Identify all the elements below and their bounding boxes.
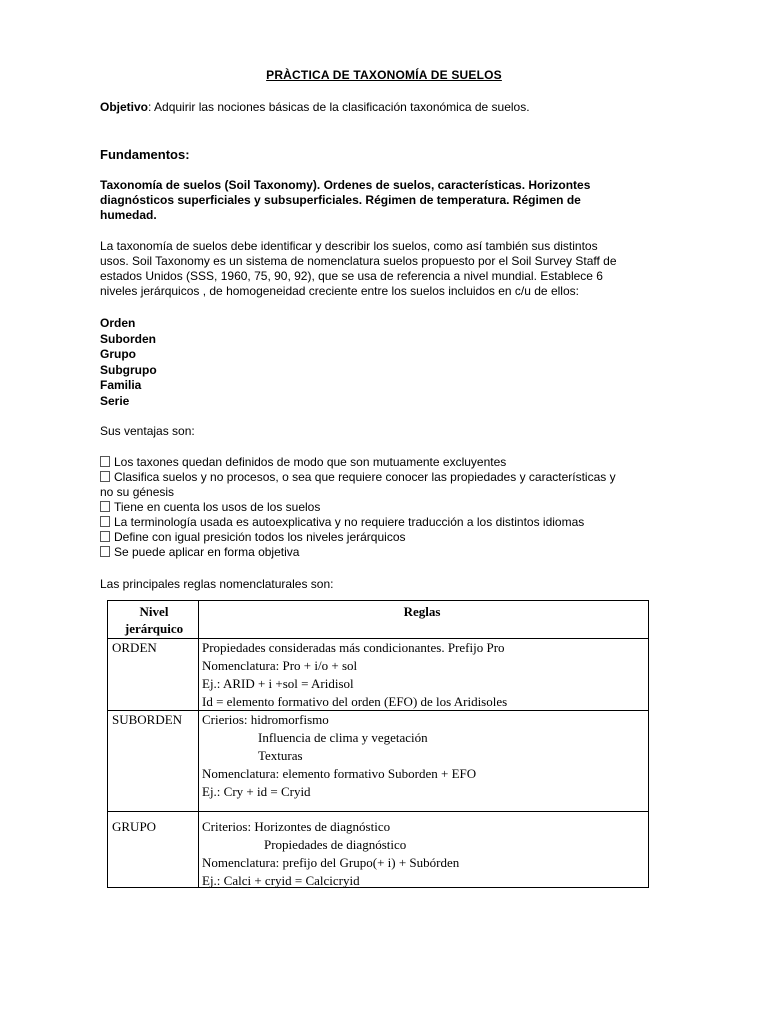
list-item — [100, 545, 665, 560]
list-item — [100, 455, 665, 470]
table-row-level: ORDEN — [112, 640, 157, 655]
objective-paragraph — [100, 100, 665, 115]
ventajas-label: Sus ventajas son: — [100, 424, 195, 438]
row-divider — [108, 811, 648, 812]
rule-line: Nomenclatura: prefijo del Grupo(+ i) + Subórden — [202, 855, 460, 870]
rule-line: Crierios: hidromorfismo — [202, 712, 329, 727]
objective-label: Objetivo — [100, 100, 149, 114]
bullet-box-icon — [100, 501, 110, 512]
column-divider — [198, 601, 199, 888]
rule-line: Id = elemento formativo del orden (EFO) de los Aridisoles — [202, 694, 508, 709]
rule-line: Nomenclatura: Pro + i/o + sol — [202, 658, 358, 673]
table-row-level: GRUPO — [112, 819, 157, 834]
level-item: Orden — [100, 316, 136, 330]
bullet-box-icon — [100, 546, 110, 557]
fundamentos-subheading — [100, 178, 665, 223]
header-nivel-line: Nivel — [139, 604, 169, 619]
list-item — [100, 530, 665, 545]
levels-list — [100, 316, 665, 409]
list-item-text: Clasifica suelos y no procesos, o sea que requiere conocer las propiedades y características y — [114, 470, 616, 484]
subheading-line: humedad. — [100, 208, 157, 222]
subheading-line: diagnósticos superficiales y subsuperficiales. Régimen de temperatura. Régimen de — [100, 193, 581, 207]
intro-line: niveles jerárquicos , de homogeneidad creciente entre los suelos incluidos en c/u de ellos: — [100, 284, 579, 298]
bullet-box-icon — [100, 516, 110, 527]
rule-line: Nomenclatura: elemento formativo Suborden + EFO — [202, 766, 477, 781]
table-row-rules — [202, 639, 642, 711]
list-item-text: Se puede aplicar en forma objetiva — [114, 545, 300, 559]
level-item: Familia — [100, 378, 142, 392]
list-item — [100, 470, 665, 485]
intro-line: estados Unidos (SSS, 1960, 75, 90, 92), que se usa de referencia a nivel mundial. Establece 6 — [100, 269, 603, 283]
rule-line: Ej.: Cry + id = Cryid — [202, 784, 311, 799]
intro-line: La taxonomía de suelos debe identificar y describir los suelos, como así también sus distintos — [100, 239, 598, 253]
rule-line: Propiedades de diagnóstico — [264, 837, 407, 852]
level-item: Serie — [100, 393, 130, 408]
rule-line: Influencia de clima y vegetación — [258, 730, 428, 745]
reglas-label: Las principales reglas nomenclaturales son: — [100, 577, 334, 591]
table-row-level: SUBORDEN — [112, 712, 183, 727]
header-nivel — [112, 603, 196, 637]
intro-line: usos. Soil Taxonomy es un sistema de nomenclatura suelos propuesto por el Soil Survey Staff de — [100, 254, 617, 268]
list-item — [100, 515, 665, 530]
rule-line: Ej.: Calci + cryid = Calcicryid — [202, 873, 360, 888]
list-item-text: La terminología usada es autoexplicativa y no requiere traducción a los distintos idiomas — [114, 515, 585, 529]
rules-table — [107, 600, 649, 888]
level-item: Suborden — [100, 331, 156, 346]
header-reglas: Reglas — [403, 604, 441, 619]
rule-line: Criterios: Horizontes de diagnóstico — [202, 819, 391, 834]
subheading-line: Taxonomía de suelos (Soil Taxonomy). Ordenes de suelos, características. Horizontes — [100, 178, 591, 192]
bullet-box-icon — [100, 456, 110, 467]
rule-line: Propiedades consideradas más condicionantes. Prefijo Pro — [202, 640, 505, 655]
rule-line: Texturas — [258, 748, 303, 763]
level-item: Subgrupo — [100, 362, 157, 377]
list-item-text: Tiene en cuenta los usos de los suelos — [114, 500, 321, 514]
table-row-rules — [202, 818, 642, 890]
page-title: PRÀCTICA DE TAXONOMÍA DE SUELOS — [266, 68, 502, 82]
list-item-continuation: no su génesis — [100, 485, 175, 499]
bullet-box-icon — [100, 471, 110, 482]
ventajas-list — [100, 455, 665, 560]
fundamentos-heading: Fundamentos: — [100, 147, 190, 162]
level-item: Grupo — [100, 347, 136, 361]
list-item — [100, 500, 665, 515]
intro-paragraph — [100, 239, 665, 299]
list-item-text: Los taxones quedan definidos de modo que son mutuamente excluyentes — [114, 455, 507, 469]
bullet-box-icon — [100, 531, 110, 542]
header-nivel-line: jerárquico — [124, 621, 184, 636]
objective-text: : Adquirir las nociones básicas de la clasificación taxonómica de suelos. — [148, 100, 530, 114]
rule-line: Ej.: ARID + i +sol = Aridisol — [202, 676, 354, 691]
table-row-rules — [202, 711, 642, 801]
list-item-text: Define con igual presición todos los niveles jerárquicos — [114, 530, 406, 544]
